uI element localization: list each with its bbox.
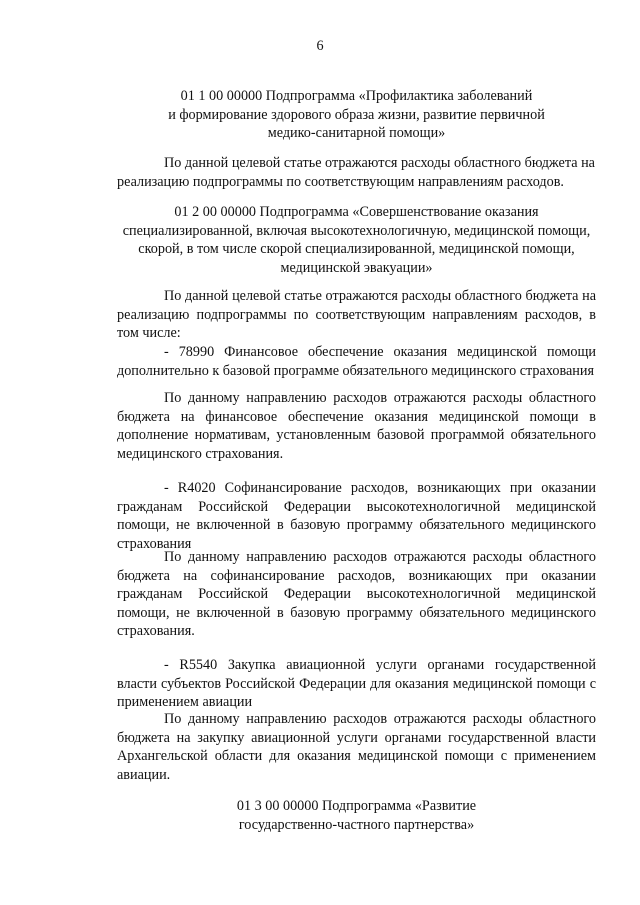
expense-item-r4020-description: По данному направлению расходов отражаются расходы областного бюджета на софинансирование расходов, возникающих при оказании гражданам Российской Федерации высокотехнологичной медицинской помощи, не включенной в базовую программу обязательного медицинского страхования. — [117, 549, 596, 640]
heading-line: медико-санитарной помощи» — [267, 125, 446, 142]
heading-line: 01 1 00 00000 Подпрограмма «Профилактика заболеваний — [180, 88, 533, 104]
expense-item-r4020-title: - R4020 Софинансирование расходов, возникающих при оказании гражданам Российской Федерации высокотехнологичной медицинской помощи, не включенной в базовую программу обязательного медицинского страхования — [117, 480, 596, 552]
heading-line: 01 3 00 00000 Подпрограмма «Развитие — [236, 798, 477, 814]
text-line: По данной целевой статье отражаются расходы областного бюджета на — [164, 155, 595, 171]
heading-line: 01 2 00 00000 Подпрограмма «Совершенствование оказания — [174, 204, 539, 220]
expense-item-78990-title: - 78990 Финансовое обеспечение оказания медицинской помощи дополнительно к базовой программе обязательного медицинского страхования — [117, 344, 596, 379]
subprogram-2-description: По данной целевой статье отражаются расходы областного бюджета на реализацию подпрограммы по соответствующим направлениям расходов, в том числе: — [117, 288, 596, 342]
page-number: 6 — [316, 38, 324, 54]
expense-item-r5540-title: - R5540 Закупка авиационной услуги органами государственной власти субъектов Российской Федерации для оказания медицинской помощи с применением авиации — [117, 657, 596, 711]
heading-line: скорой, в том числе скорой специализированной, медицинской помощи, — [138, 241, 575, 258]
subprogram-1-heading — [117, 87, 596, 143]
subprogram-1-description — [117, 154, 596, 191]
subprogram-3-heading — [117, 797, 596, 834]
subprogram-2-heading — [117, 203, 596, 277]
heading-line: медицинской эвакуации» — [280, 259, 433, 276]
heading-line: государственно-частного партнерства» — [238, 816, 475, 833]
heading-line: специализированной, включая высокотехнологичную, медицинской помощи, — [122, 222, 591, 239]
heading-line: и формирование здорового образа жизни, развитие первичной — [168, 106, 545, 123]
expense-item-r5540-description: По данному направлению расходов отражаются расходы областного бюджета на закупку авиационной услуги органами государственной власти Архангельской области для оказания медицинской помощи с применением авиации. — [117, 711, 596, 783]
text-line: реализацию подпрограммы по соответствующим направлениям расходов. — [117, 173, 564, 190]
expense-item-78990-description: По данному направлению расходов отражаются расходы областного бюджета на финансовое обеспечение оказания медицинской помощи в дополнение нормативам, установленным базовой программой обязательного медицинского страхования. — [117, 390, 596, 462]
